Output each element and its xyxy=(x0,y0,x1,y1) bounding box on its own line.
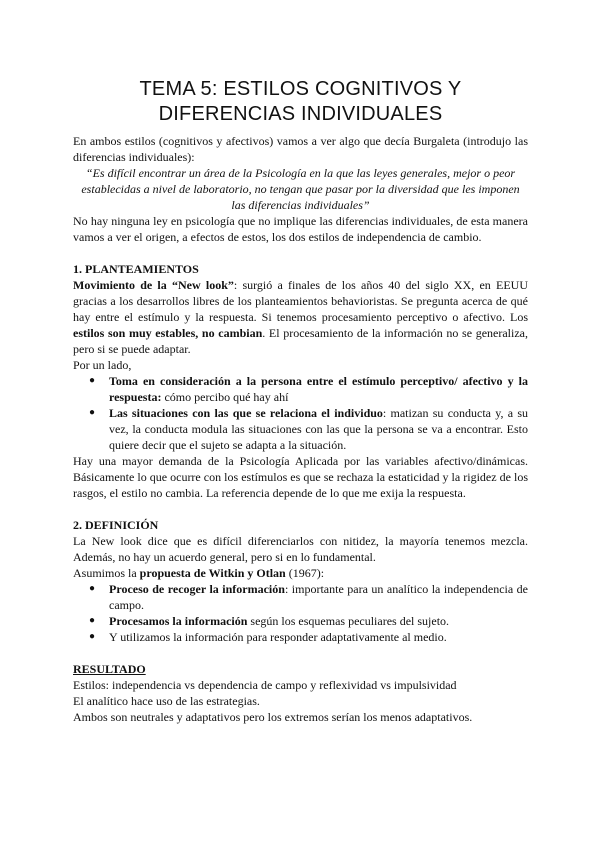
result-heading: RESULTADO xyxy=(73,662,146,676)
list-item xyxy=(73,629,528,645)
bullet-bold: Procesamos la información xyxy=(109,614,248,628)
section-1-bullet-list xyxy=(73,373,528,453)
result-line-2: El analítico hace uso de las estrategias. xyxy=(73,694,260,708)
stable-styles-bold: estilos son muy estables, no cambian xyxy=(73,326,263,340)
bullet-bold: Las situaciones con las que se relaciona el individuo xyxy=(109,406,383,420)
document-page xyxy=(73,72,528,725)
list-item xyxy=(73,613,528,629)
result-line-3: Ambos son neutrales y adaptativos pero los extremos serían los menos adaptativos. xyxy=(73,710,473,724)
intro-quote: “Es difícil encontrar un área de la Psicología en la que las leyes generales, mejor o peor establecidas a nivel de laboratorio, no tengan que pasar por la diversidad que les imponen las diferencias individuales” xyxy=(81,166,520,212)
result-line-1: Estilos: independencia vs dependencia de campo y reflexividad vs impulsividad xyxy=(73,678,457,692)
bullet-text: cómo percibo qué hay ahí xyxy=(161,390,289,404)
bullet-icon: ● xyxy=(89,407,96,418)
section-2-heading: 2. DEFINICIÓN xyxy=(73,518,159,532)
section-2-bullet-list xyxy=(73,581,528,645)
list-item xyxy=(73,581,528,613)
bullet-text: Y utilizamos la información para responder adaptativamente al medio. xyxy=(109,630,447,644)
p2-text-b: (1967): xyxy=(285,566,325,580)
bullet-icon: ● xyxy=(89,583,96,594)
list-item xyxy=(73,373,528,405)
section-2-paragraph-1: La New look dice que es difícil diferenciarlos con nitidez, la mayoría tenemos mezcla. Además, no hay un acuerdo general, pero si en lo fundamental. xyxy=(73,534,528,564)
title-line-2: DIFERENCIAS INDIVIDUALES xyxy=(158,103,443,125)
bullet-icon: ● xyxy=(89,615,96,626)
section-1-paragraph-1 xyxy=(73,277,528,357)
section-1-heading: 1. PLANTEAMIENTOS xyxy=(73,262,199,276)
document-title xyxy=(73,77,528,127)
witkin-bold: propuesta de Witkin y Otlan xyxy=(139,566,286,580)
p2-text-a: Asumimos la xyxy=(73,566,140,580)
new-look-bold: Movimiento de la “New look” xyxy=(73,278,234,292)
section-1-paragraph-2: Por un lado, xyxy=(73,358,132,372)
section-2-paragraph-2 xyxy=(73,565,528,581)
bullet-bold: Toma en consideración a la persona entre el estímulo perceptivo/ afectivo y la respuesta: xyxy=(109,374,528,404)
p1-text-a: : surgió a finales de los años 40 del siglo XX, en EEUU gracias a los desarrollos libres de los planteamientos behavioristas. Se pregunta acerca de qué hay entre el estímulo y la respuesta. Si tenemos procesamiento perceptivo o afectivo. Los xyxy=(73,278,528,324)
bullet-text: : matizan su conducta y, a su vez, la conducta modula las situaciones con las que la persona se va a encontrar. Esto quiere decir que el sujeto se adapta a la situación. xyxy=(109,406,529,452)
bullet-text: : importante para un analítico la independencia de campo. xyxy=(109,582,528,612)
bullet-bold: Proceso de recoger la información xyxy=(109,582,285,596)
title-line-1: TEMA 5: ESTILOS COGNITIVOS Y xyxy=(139,78,462,100)
section-1-paragraph-3: Hay una mayor demanda de la Psicología Aplicada por las variables afectivo/dinámicas. Básicamente lo que ocurre con los estímulos es que se rechaza la estaticidad y la rigidez de los rasgos, el estilo no cambia. La referencia depende de lo que me exija la respuesta. xyxy=(73,454,528,500)
intro-after-paragraph: No hay ninguna ley en psicología que no implique las diferencias individuales, de esta manera vamos a ver el origen, a efectos de estos, los dos estilos de independencia de cambio. xyxy=(73,214,528,244)
intro-paragraph: En ambos estilos (cognitivos y afectivos) vamos a ver algo que decía Burgaleta (introdujo las diferencias individuales): xyxy=(73,134,528,164)
bullet-icon: ● xyxy=(89,631,96,642)
p1-text-b: . El procesamiento de la información no se generaliza, pero si se puede adaptar. xyxy=(73,326,528,356)
list-item xyxy=(73,405,528,453)
bullet-icon: ● xyxy=(89,375,96,386)
bullet-text: según los esquemas peculiares del sujeto. xyxy=(247,614,450,628)
